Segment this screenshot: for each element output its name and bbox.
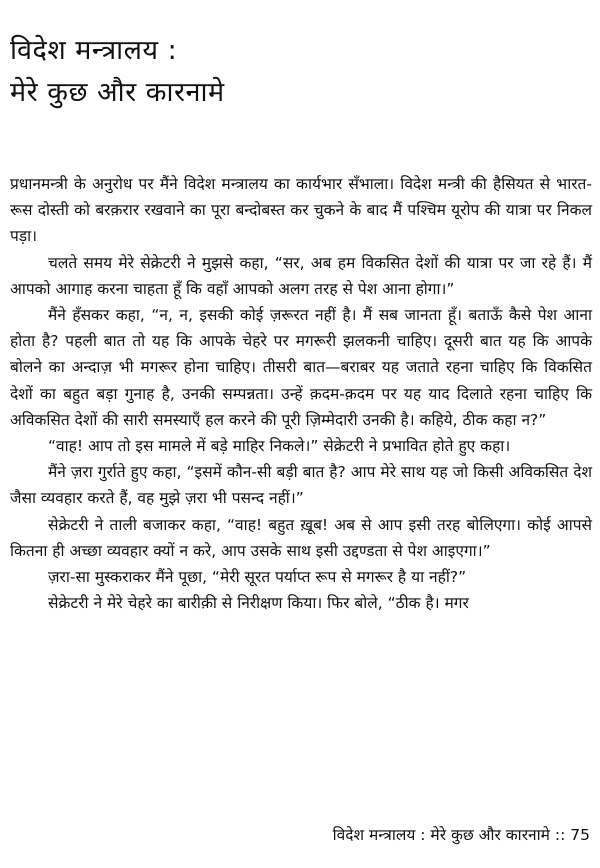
page-footer	[333, 823, 590, 845]
footer-separator: ::	[554, 826, 566, 844]
running-title: विदेश मन्त्रालय : मेरे कुछ और कारनामे	[332, 826, 550, 844]
paragraph-6: सेक्रेटरी ने ताली बजाकर कहा, “वाह! बहुत ख़ूब! अब से आप इसी तरह बोलिएगा। कोई आपसे कितना ही अच्छा व्यवहार क्यों न करे, आप उसके साथ इसी उद्दण्डता से पेश आइएगा।”	[10, 515, 592, 560]
paragraph-4: “वाह! आप तो इस मामले में बड़े माहिर निकले।” सेक्रेटरी ने प्रभावित होते हुए कहा।	[48, 437, 511, 456]
paragraph-2: चलते समय मेरे सेक्रेटरी ने मुझसे कहा, “सर, अब हम विकसित देशों की यात्रा पर जा रहे हैं। मैं आपको आगाह करना चाहता हूँ कि वहाँ आपको अलग तरह से पेश आना होगा।”	[10, 253, 592, 298]
page-number: 75	[570, 826, 590, 844]
chapter-title-line-1: विदेश मन्त्रालय :	[10, 35, 178, 66]
body-text	[10, 171, 592, 616]
chapter-title-line-2: मेरे कुछ और कारनामे	[10, 77, 225, 108]
paragraph-5: मैंने ज़रा गुर्राते हुए कहा, “इसमें कौन-सी बड़ी बात है? आप मेरे साथ यह जो किसी अविकसित देश जैसा व्यवहार करते हैं, वह मुझे ज़रा भी पसन्द नहीं।”	[10, 463, 592, 508]
paragraph-3: मैंने हँसकर कहा, “न, न, इसकी कोई ज़रूरत नहीं है। मैं सब जानता हूँ। बताऊँ कैसे पेश आना होता है? पहली बात तो यह कि आपके चेहरे पर मगरूरी झलकनी चाहिए। दूसरी बात यह कि आपके बोलने का अन्दाज़ भी मगरूर होना चाहिए। तीसरी बात—बराबर यह जताते रहना चाहिए कि विकसित देशों का बहुत बड़ा गुनाह है, उनकी सम्पन्नता। उन्हें क़दम-क़दम पर यह याद दिलाते रहना चाहिए कि अविकसित देशों की सारी समस्याएँ हल करने की पूरी ज़िम्मेदारी उनकी है। कहिये, ठीक कहा न?”	[10, 306, 592, 429]
paragraph-7: ज़रा-सा मुस्कराकर मैंने पूछा, “मेरी सूरत पर्याप्त रूप से मगरूर है या नहीं?”	[48, 568, 467, 587]
paragraph-1: प्रधानमन्त्री के अनुरोध पर मैंने विदेश मन्त्रालय का कार्यभार सँभाला। विदेश मन्त्री की हैसियत से भारत-रूस दोस्ती को बरक़रार रखवाने का पूरा बन्दोबस्त कर चुकने के बाद मैं पश्चिम यूरोप की यात्रा पर निकल पड़ा।	[10, 175, 592, 246]
paragraph-8: सेक्रेटरी ने मेरे चेहरे का बारीक़ी से निरीक्षण किया। फिर बोले, “ठीक है। मगर	[48, 594, 469, 613]
chapter-heading	[10, 30, 570, 114]
